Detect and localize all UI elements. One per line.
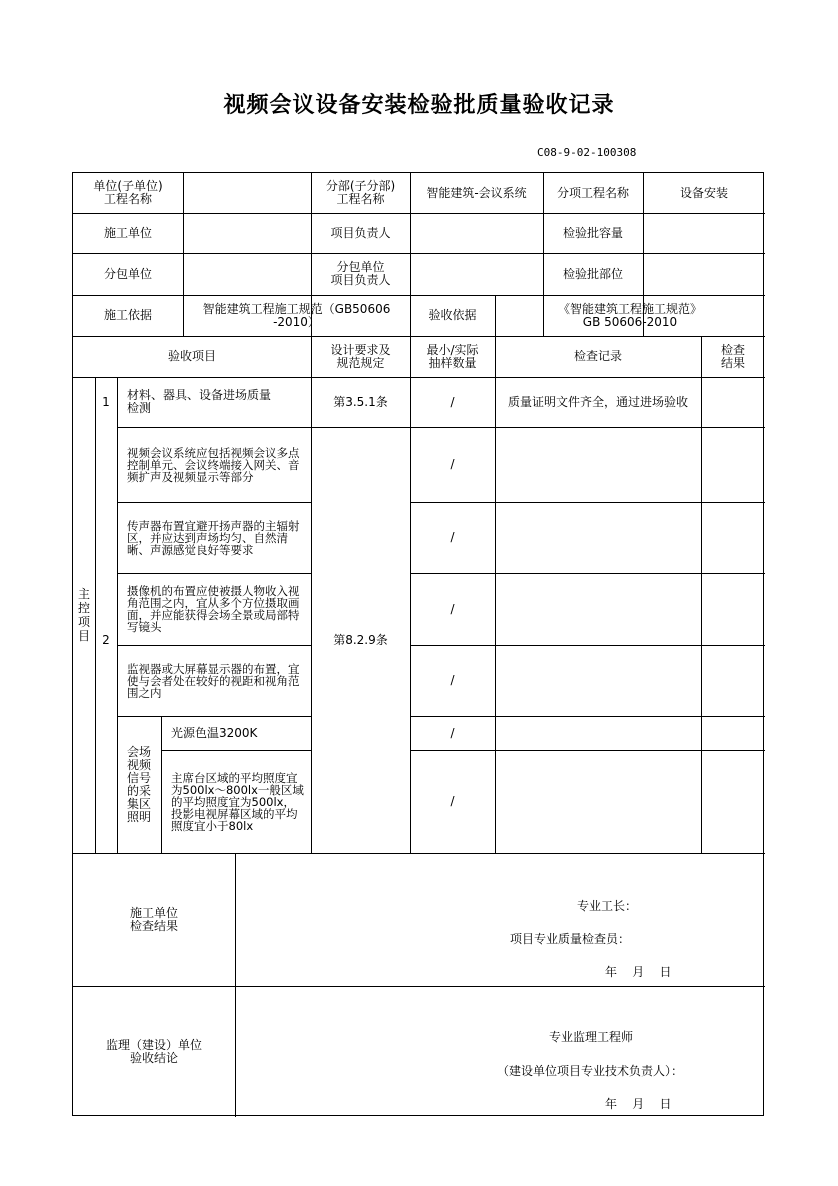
form-code: C08-9-02-100308 xyxy=(537,146,637,159)
inspection-record-table xyxy=(72,172,764,1116)
subitem-name-value: 设备安装 xyxy=(679,185,728,200)
sub-item-description: 视频会议系统应包括视频会议多点控制单元、会议终端接入网关、音频扩声及视频显示等部分 xyxy=(127,445,300,484)
collection-row-sample: / xyxy=(450,725,455,740)
sub-item-description: 摄像机的布置应使被摄人物收入视角范围之内，宜从多个方位摄取画面，并应能获得会场全景或局部特写镜头 xyxy=(127,584,300,634)
column-inspection-record: 检查记录 xyxy=(573,349,622,363)
acceptance-basis-label: 验收依据 xyxy=(428,308,477,322)
subitem-name-label: 分项工程名称 xyxy=(556,185,629,200)
subunit-name-value: 智能建筑-会议系统 xyxy=(426,185,527,200)
subcontractor-pm-label: 分包单位 项目负责人 xyxy=(330,260,391,287)
sub-item-description: 监视器或大屏幕显示器的布置，宜使与会者处在较好的视距和视角范围之内 xyxy=(127,661,300,700)
column-acceptance-item: 验收项目 xyxy=(167,349,216,363)
item-spec-clause: 第3.5.1条 xyxy=(333,394,388,409)
quality-inspector-label: 项目专业质量检查员： xyxy=(510,932,631,946)
supervision-date: 年 月 日 xyxy=(605,1097,672,1111)
project-manager-label: 项目负责人 xyxy=(330,225,391,240)
sub-item-sample: / xyxy=(450,457,455,471)
item-number: 1 xyxy=(102,394,110,409)
foreman-signature-label: 专业工长： xyxy=(577,899,638,913)
subcontractor-label: 分包单位 xyxy=(103,266,152,281)
column-sample-count: 最小/实际 抽样数量 xyxy=(426,342,479,370)
main-control-label: 主控项目 xyxy=(77,587,90,643)
supervision-conclusion-label: 监理（建设）单位 验收结论 xyxy=(105,1037,202,1065)
item-spec-clause: 第8.2.9条 xyxy=(333,632,388,647)
item-number: 2 xyxy=(102,632,110,647)
construction-check-label: 施工单位 检查结果 xyxy=(129,905,178,933)
acceptance-basis-value: 《智能建筑工程施工规范》 GB 50606-2010 xyxy=(557,301,702,329)
contractor-label: 施工单位 xyxy=(103,225,152,240)
unit-name-label: 单位(子单位) 工程名称 xyxy=(93,179,163,206)
sub-item-sample: / xyxy=(450,530,455,544)
item-description: 材料、器具、设备进场质量 检测 xyxy=(127,388,272,415)
subunit-name-label: 分部(子分部) 工程名称 xyxy=(325,179,396,206)
sub-item-sample: / xyxy=(450,601,455,616)
item-sample: / xyxy=(450,394,455,409)
supervision-engineer-label: 专业监理工程师 xyxy=(549,1030,634,1044)
column-design-requirement: 设计要求及 规范规定 xyxy=(330,342,391,370)
page-title: 视频会议设备安装检验批质量验收记录 xyxy=(223,93,615,118)
owner-representative-label: （建设单位项目专业技术负责人）： xyxy=(497,1064,684,1078)
collection-row-text: 光源色温3200K xyxy=(171,725,258,740)
column-check-result: 检查 结果 xyxy=(720,342,745,370)
sub-item-description: 传声器布置宜避开扬声器的主辐射区，并应达到声场均匀、自然清晰、声源感觉良好等要求 xyxy=(127,518,300,557)
sub-item-sample: / xyxy=(450,673,455,687)
collection-row-sample: / xyxy=(450,794,455,808)
batch-capacity-label: 检验批容量 xyxy=(562,225,623,240)
unit-name-value xyxy=(183,173,311,213)
construction-basis-value: 智能建筑工程施工规范（GB50606 -2010） xyxy=(202,301,391,329)
batch-location-label: 检验批部位 xyxy=(562,266,623,281)
construction-check-date: 年 月 日 xyxy=(605,965,672,979)
collection-row-text: 主席台区域的平均照度宜为500lx～800lx一般区域的平均照度宜为500lx，投影电视屏幕区域的平均照度宜小于80lx xyxy=(171,770,304,833)
collection-area-label: 会场视频信号的采集区照明 xyxy=(126,744,151,824)
item-record: 质量证明文件齐全，通过进场验收 xyxy=(507,394,688,409)
construction-basis-label: 施工依据 xyxy=(103,308,152,322)
